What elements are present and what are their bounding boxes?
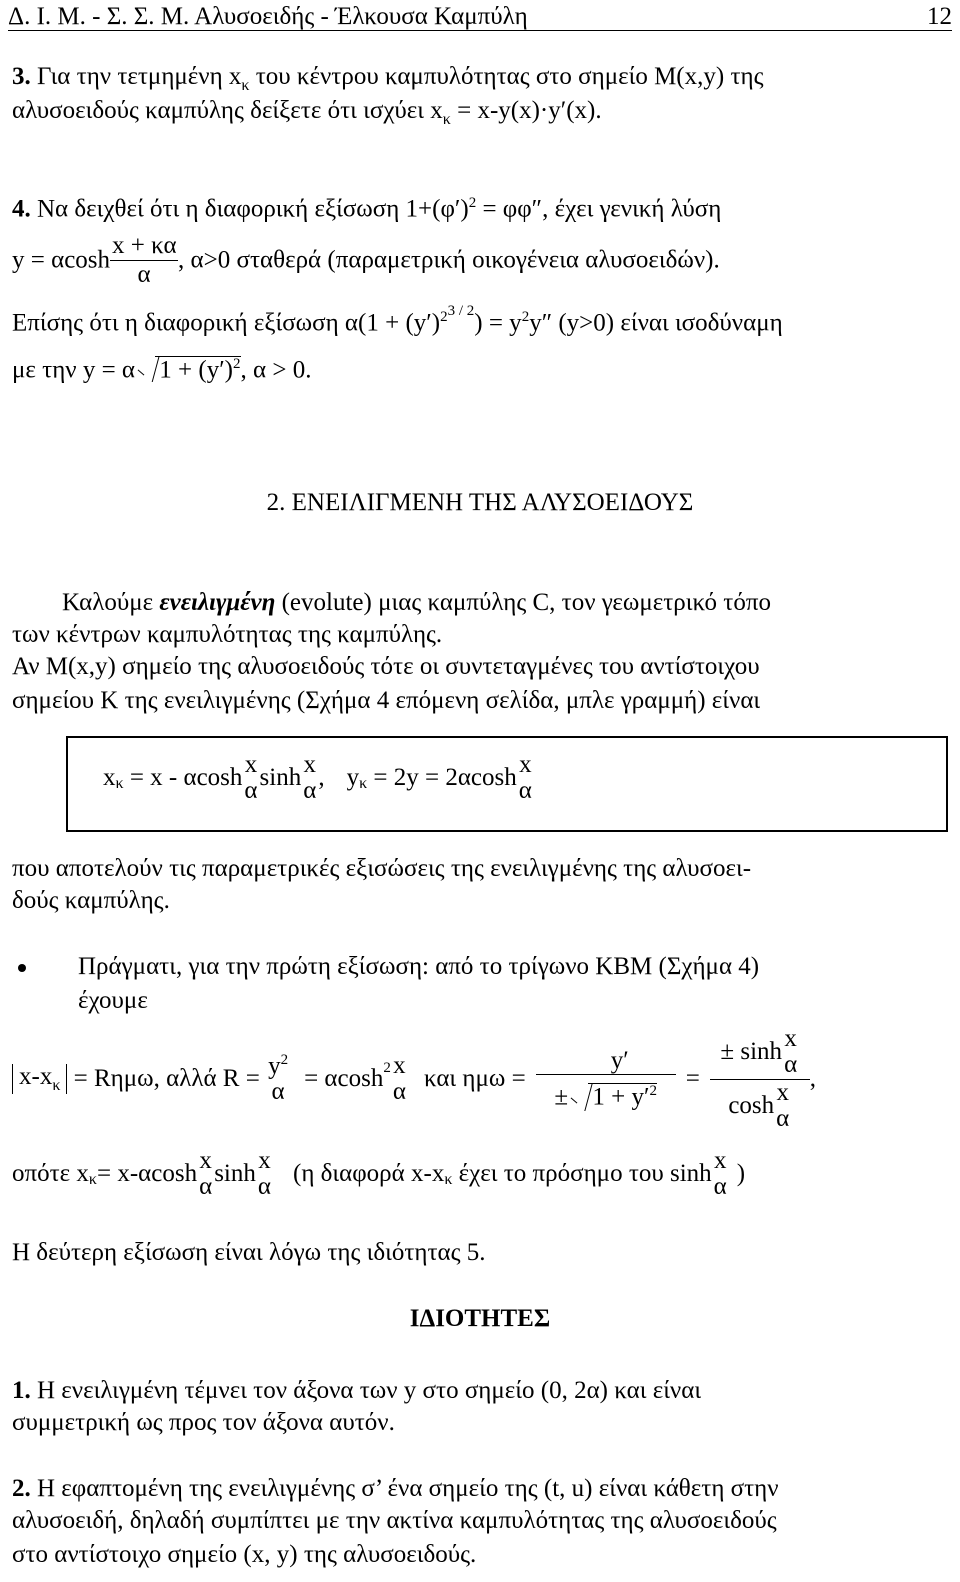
frac-den: α	[303, 777, 317, 805]
second-eq-note: Η δεύτερη εξίσωση είναι λόγω της ιδιότητας 5.	[12, 1239, 486, 1266]
yk: y	[346, 764, 360, 792]
frac-den: α	[784, 1051, 798, 1079]
frac-sinh-cosh	[710, 1026, 810, 1132]
frac-den: α	[199, 1173, 213, 1201]
frac-den: α	[257, 1173, 271, 1201]
fraction	[110, 232, 178, 288]
frac-num: x	[776, 1078, 789, 1106]
item4-line2	[12, 232, 720, 288]
paren-sub: κ	[444, 1170, 453, 1188]
ote-eq: = x-αcosh	[96, 1160, 198, 1188]
item4-line1	[12, 196, 721, 221]
line3-mid: ) = y	[474, 309, 522, 337]
para1-rest: (evolute) μιας καμπύλης C, τον γεωμετρικό τόπο	[275, 589, 771, 616]
prop1-line2: συμμετρική ως προς τον άξονα αυτόν.	[12, 1409, 395, 1436]
frac-num: x	[258, 1147, 271, 1174]
prop2-number: 2.	[12, 1475, 31, 1502]
frac-den: α	[776, 1104, 790, 1132]
frac-den	[536, 1075, 676, 1111]
pm: ±	[554, 1083, 569, 1111]
pm-sinh: ± sinh	[720, 1038, 783, 1066]
frac-den: α	[713, 1173, 727, 1201]
frac-x-a	[301, 752, 318, 805]
eq-R	[12, 1026, 816, 1132]
eq-otexk	[12, 1148, 745, 1201]
item4-line4	[12, 356, 311, 382]
para1-line1	[62, 590, 771, 615]
eq2: = αcosh	[304, 1064, 384, 1092]
sqrt-in: 1 + y′	[592, 1083, 650, 1111]
frac-den: α	[244, 777, 258, 805]
line4-rest: , α > 0.	[240, 356, 312, 384]
xk: x	[103, 764, 116, 792]
frac-den: α	[271, 1078, 285, 1106]
yk-sub: κ	[359, 774, 368, 792]
exp-2: 2	[233, 356, 241, 372]
frac-num: x	[393, 1051, 406, 1079]
frac-num: y′	[536, 1048, 676, 1075]
yk-eq: = 2y = 2αcosh	[367, 764, 517, 792]
prop1-text: Η ενειλιγμένη τέμνει τον άξονα των y στο σημείο (0, 2α) και είναι	[30, 1377, 702, 1404]
line4-pre: με την y = α	[12, 356, 136, 384]
xk-eq: = x - αcosh	[123, 764, 243, 792]
kai-hmo: και ημω =	[423, 1064, 526, 1092]
paren-text: (η διαφορά x-x	[293, 1160, 445, 1188]
boxed-content	[103, 752, 534, 805]
line3-rest: y″ (y>0) είναι ισοδύναμη	[529, 309, 783, 337]
line3-pre: Επίσης ότι η διαφορική εξίσωση α(1 + (y′)	[12, 309, 441, 337]
frac-x-a	[242, 752, 259, 805]
frac-den	[710, 1080, 810, 1133]
item4-line3	[12, 303, 783, 337]
bullet-line2: έχουμε	[78, 987, 148, 1014]
bullet-dot	[18, 964, 26, 972]
header-title: Δ. Ι. Μ. - Σ. Σ. Μ. Αλυσοειδής - Έλκουσα Καμπύλη	[8, 3, 528, 30]
sq: 2	[649, 1082, 657, 1099]
sinh: sinh	[214, 1160, 256, 1188]
paren-rest: έχει το πρόσημο του sinh	[452, 1160, 712, 1188]
sqrt	[588, 1083, 657, 1111]
prop2-line3: στο αντίστοιχο σημείο (x, y) της αλυσοειδούς.	[12, 1541, 477, 1568]
sq: 2	[280, 1051, 289, 1068]
frac-den: α	[137, 260, 151, 288]
abs-sub: κ	[52, 1076, 61, 1094]
frac-x-a	[774, 1080, 791, 1133]
exp-3-2: 3 / 2	[447, 303, 475, 319]
abs-value	[12, 1064, 67, 1095]
frac-num: x	[244, 751, 258, 778]
prop2-text: Η εφαπτομένη της ενειλιγμένης σ’ ένα σημείο της (t, u) είναι κάθετη στην	[30, 1475, 779, 1502]
item4-text: Να δειχθεί ότι η διαφορική εξίσωση 1+(φ′)	[37, 195, 469, 223]
item3-text: Για την τετμημένη x	[37, 63, 242, 90]
para1-pre: Καλούμε	[62, 589, 160, 616]
sq: 2	[383, 1060, 391, 1077]
frac-yp-sqrt	[536, 1048, 676, 1111]
ote-sub: κ	[88, 1170, 97, 1188]
paren-close: )	[736, 1160, 746, 1188]
item3-line2-text: αλυσοειδούς καμπύλης δείξετε ότι ισχύει x	[12, 97, 443, 124]
frac-num	[266, 1053, 290, 1080]
equals: =	[685, 1064, 700, 1092]
exp-2: 2	[468, 195, 477, 211]
frac-num: x	[784, 1025, 797, 1052]
frac-x-a	[256, 1148, 273, 1201]
para2-line1: που αποτελούν τις παραμετρικές εξισώσεις της ενειλιγμένης της αλυσοει-	[12, 855, 752, 882]
frac-den: α	[518, 777, 532, 805]
frac-num: x + κα	[112, 232, 177, 259]
frac-x-a	[782, 1026, 799, 1079]
comma: ,	[318, 764, 325, 792]
comma: ,	[809, 1064, 817, 1092]
frac-den: α	[392, 1078, 406, 1105]
section-title: 2. ΕΝΕΙΛΙΓΜΕΝΗ ΤΗΣ ΑΛΥΣΟΕΙΔΟΥΣ	[266, 489, 694, 516]
prop2-line1	[12, 1476, 779, 1501]
ote-pre: οπότε x	[12, 1160, 89, 1188]
frac-num	[710, 1026, 810, 1080]
item4-line2-rest: , α>0 σταθερά (παραμετρική οικογένεια αλυσοειδών).	[178, 246, 720, 274]
item4-number: 4.	[12, 195, 31, 223]
item3-line2-rest: = x-y(x)·y′(x).	[450, 97, 602, 124]
prop2-line2: αλυσοειδή, δηλαδή συμπίπτει με την ακτίνα καμπυλότητας της αλυσοειδούς	[12, 1507, 777, 1534]
sqrt-expr	[155, 356, 240, 382]
eq1: = Rημω, αλλά R =	[67, 1064, 267, 1092]
prop1-number: 1.	[12, 1377, 31, 1404]
frac-num: x	[303, 751, 317, 778]
frac-y2-a	[266, 1053, 290, 1106]
frac-num: x	[713, 1147, 727, 1174]
para2-line2: δούς καμπύλης.	[12, 887, 170, 914]
frac-x-a	[391, 1053, 408, 1106]
frac-x-a	[197, 1148, 214, 1201]
xk-sub: κ	[115, 774, 124, 792]
prop1-line1	[12, 1378, 701, 1403]
exp-2: 2	[440, 309, 448, 325]
item3-line1	[12, 64, 763, 94]
term-evolute: ενειλιγμένη	[159, 589, 276, 616]
properties-title: ΙΔΙΟΤΗΤΕΣ	[409, 1305, 551, 1332]
item3-line2	[12, 98, 602, 128]
para1-line3: Αν Μ(x,y) σημείο της αλυσοειδούς τότε οι συντεταγμένες του αντίστοιχου	[12, 653, 760, 680]
y: y	[268, 1051, 281, 1079]
item3-number: 3.	[12, 63, 31, 90]
para1-line4: σημείου Κ της ενειλιγμένης (Σχήμα 4 επόμενη σελίδα, μπλε γραμμή) είναι	[12, 687, 761, 714]
frac-num: x	[519, 751, 532, 778]
frac-x-a	[712, 1148, 729, 1201]
para1-line2: των κέντρων καμπυλότητας της καμπύλης.	[12, 621, 443, 648]
sub-k: κ	[241, 77, 250, 94]
abs-in: x-x	[19, 1062, 53, 1090]
page-header	[8, 4, 952, 31]
item4-text-rest: = φφ″, έχει γενική λύση	[476, 195, 722, 223]
ycosh: y = αcosh	[12, 246, 111, 274]
frac-num: x	[199, 1147, 212, 1174]
cosh: cosh	[728, 1091, 775, 1119]
bullet-line1: Πράγματι, για την πρώτη εξίσωση: από το τρίγωνο ΚΒΜ (Σχήμα 4)	[78, 953, 760, 980]
frac-x-a	[517, 752, 534, 805]
item3-text-rest: του κέντρου καμπυλότητας στο σημείο Μ(x,y) της	[249, 63, 764, 90]
exp-2: 2	[521, 309, 530, 325]
sub-k: κ	[442, 111, 451, 128]
sinh: sinh	[259, 764, 302, 792]
sqrt-inner: 1 + (y′)	[159, 356, 233, 384]
page-number: 12	[927, 3, 952, 30]
